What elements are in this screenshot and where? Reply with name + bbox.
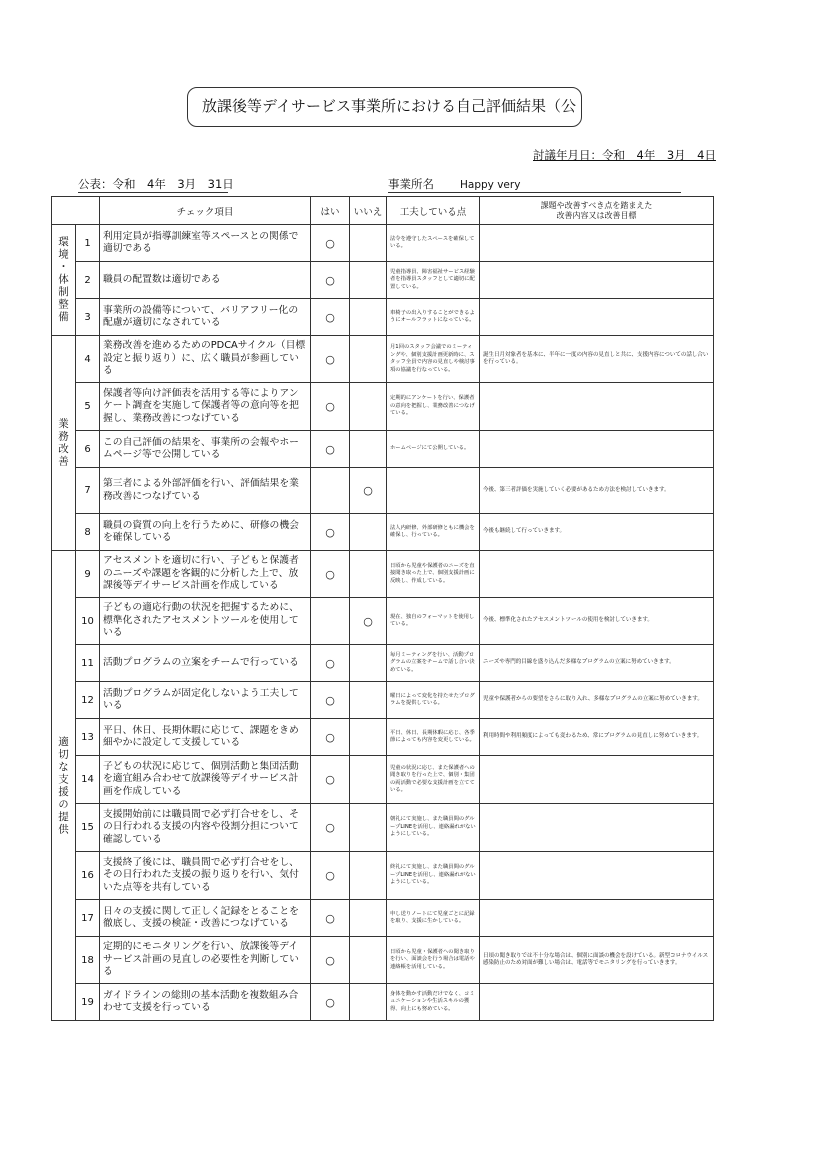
row-number: 6: [76, 431, 100, 468]
check-item: 業務改善を進めるためのPDCAサイクル（目標設定と振り返り）に、広く職員が参画している: [100, 336, 311, 383]
effort-note: 朝礼にて実施し、また職員間のグループLINEを活用し、連絡漏れがないようにしている。: [387, 804, 480, 852]
effort-note: 曜日によって変化を持たせたプログラムを提供している。: [387, 682, 480, 719]
row-number: 18: [76, 937, 100, 984]
meeting-date: 討議年月日：令和 4年 3月 4日: [533, 148, 716, 162]
table-row: [52, 900, 714, 937]
effort-note: 平日、休日、長期休暇に応じ、各季節によっても内容を変更している。: [387, 719, 480, 756]
table-row: [52, 598, 714, 645]
effort-note: ホームページにて公開している。: [387, 431, 480, 468]
row-number: 1: [76, 225, 100, 262]
yes-mark: ○: [311, 804, 350, 852]
yes-mark: ○: [311, 431, 350, 468]
table-row: [52, 719, 714, 756]
effort-note: 定期的にアンケートを行い、保護者の意向を把握し、業務改善につなげている。: [387, 383, 480, 431]
improvement-note: 今後、標準化されたアセスメントツールの使用を検討していきます。: [480, 598, 714, 645]
table-row: [52, 383, 714, 431]
yes-mark: ○: [311, 984, 350, 1021]
no-mark: [350, 551, 387, 598]
yes-mark: ○: [311, 645, 350, 682]
check-item: ガイドラインの総則の基本活動を複数組み合わせて支援を行っている: [100, 984, 311, 1021]
check-item: 定期的にモニタリングを行い、放課後等デイサービス計画の見直しの必要性を判断している: [100, 937, 311, 984]
table-row: [52, 468, 714, 514]
page-title: 放課後等デイサービス事業所における自己評価結果（公: [187, 87, 582, 127]
effort-note: 申し送りノートにて児童ごとに記録を取り、支援に生かしている。: [387, 900, 480, 937]
effort-note: 児童指導員、障害福祉サービス経験者を指導員スタッフとして適切に配置している。: [387, 262, 480, 299]
office-name-line: [388, 176, 681, 193]
table-row: [52, 984, 714, 1021]
yes-mark: ○: [311, 551, 350, 598]
row-number: 12: [76, 682, 100, 719]
check-item: 支援終了後には、職員間で必ず打合せをし、その日行われた支援の振り返りを行い、気付いた点等を共有している: [100, 852, 311, 900]
improvement-note: 利用時間や利用頻度によっても変わるため、常にプログラムの見直しに努めていきます。: [480, 719, 714, 756]
check-item: 職員の配置数は適切である: [100, 262, 311, 299]
yes-mark: ○: [311, 262, 350, 299]
effort-note: 身体を動かす活動だけでなく、コミュニケーションや生活スキルの獲得、向上にも努めている。: [387, 984, 480, 1021]
check-item: 日々の支援に関して正しく記録をとることを徹底し、支援の検証・改善につなげている: [100, 900, 311, 937]
header-improve: [480, 197, 714, 225]
yes-mark: ○: [311, 383, 350, 431]
no-mark: [350, 682, 387, 719]
improvement-note: [480, 299, 714, 336]
check-item: 活動プログラムの立案をチームで行っている: [100, 645, 311, 682]
row-number: 14: [76, 756, 100, 804]
row-number: 17: [76, 900, 100, 937]
yes-mark: ○: [311, 299, 350, 336]
check-item: 子どもの状況に応じて、個別活動と集団活動を適宜組み合わせて放課後等デイサービス計画を作成している: [100, 756, 311, 804]
improvement-note: 誕生日月対象者を基本に、半年に一度の内容の見直しと共に、支援内容についての話し合いを行っている。: [480, 336, 714, 383]
check-item: 第三者による外部評価を行い、評価結果を業務改善につなげている: [100, 468, 311, 514]
publish-date: 公表：令和 4年 3月 31日: [78, 177, 234, 191]
header-improve-line1: 課題や改善すべき点を踏まえた: [540, 200, 653, 210]
improvement-note: [480, 852, 714, 900]
check-item: 利用定員が指導訓練室等スペースとの関係で適切である: [100, 225, 311, 262]
office-label: 事業所名: [388, 177, 434, 191]
effort-note: 月1回のスタッフ会議でのミーティングや、個別支援計画更新時に、スタッフ全員で内容の見直しや検討事項の協議を行なっている。: [387, 336, 480, 383]
header-effort: 工夫している点: [387, 197, 480, 225]
row-number: 15: [76, 804, 100, 852]
office-name: Happy very: [460, 179, 521, 191]
no-mark: ○: [350, 598, 387, 645]
table-row: [52, 514, 714, 551]
improvement-note: 今後、第三者評価を実施していく必要があるため方法を検討していきます。: [480, 468, 714, 514]
improvement-note: [480, 431, 714, 468]
row-number: 19: [76, 984, 100, 1021]
table-row: [52, 225, 714, 262]
check-item: 保護者等向け評価表を活用する等によりアンケート調査を実施して保護者等の意向等を把握し、業務改善につなげている: [100, 383, 311, 431]
row-number: 10: [76, 598, 100, 645]
improvement-note: [480, 756, 714, 804]
check-item: 活動プログラムが固定化しないよう工夫している: [100, 682, 311, 719]
effort-note: 現在、独自のフォーマットを使用している。: [387, 598, 480, 645]
no-mark: [350, 937, 387, 984]
no-mark: [350, 431, 387, 468]
table-row: [52, 756, 714, 804]
table-row: [52, 551, 714, 598]
row-number: 5: [76, 383, 100, 431]
header-check-item: チェック項目: [100, 197, 311, 225]
check-item: この自己評価の結果を、事業所の会報やホームページ等で公開している: [100, 431, 311, 468]
no-mark: [350, 852, 387, 900]
improvement-note: [480, 383, 714, 431]
yes-mark: ○: [311, 514, 350, 551]
check-item: アセスメントを適切に行い、子どもと保護者のニーズや課題を客観的に分析した上で、放課後等デイサービス計画を作成している: [100, 551, 311, 598]
effort-note: 毎月ミーティングを行い、活動プログラムの立案をチームで話し合い決めている。: [387, 645, 480, 682]
improvement-note: 日頃の聞き取りでは不十分な場合は、個別に面談の機会を設けている。新型コロナウイルス感染防止のため対面が難しい場合は、電話等でモニタリングを行っていきます。: [480, 937, 714, 984]
table-row: [52, 852, 714, 900]
check-item: 職員の資質の向上を行うために、研修の機会を確保している: [100, 514, 311, 551]
improvement-note: 児童や保護者からの要望をさらに取り入れ、多様なプログラムの立案に努めていきます。: [480, 682, 714, 719]
row-number: 13: [76, 719, 100, 756]
yes-mark: [311, 598, 350, 645]
no-mark: [350, 719, 387, 756]
row-number: 8: [76, 514, 100, 551]
effort-note: 法令を遵守したスペースを確保している。: [387, 225, 480, 262]
category-label: 業務改善: [52, 336, 76, 551]
table-row: [52, 262, 714, 299]
no-mark: [350, 383, 387, 431]
improvement-note: [480, 551, 714, 598]
no-mark: ○: [350, 468, 387, 514]
yes-mark: ○: [311, 336, 350, 383]
table-row: [52, 299, 714, 336]
yes-mark: ○: [311, 937, 350, 984]
table-row: [52, 645, 714, 682]
effort-note: 児童の状況に応じ、また保護者への聞き取りを行った上で、個別・集団の両活動で必要な支援計画を立てている。: [387, 756, 480, 804]
row-number: 11: [76, 645, 100, 682]
no-mark: [350, 984, 387, 1021]
check-item: 事業所の設備等について、バリアフリー化の配慮が適切になされている: [100, 299, 311, 336]
yes-mark: ○: [311, 756, 350, 804]
yes-mark: [311, 468, 350, 514]
table-row: [52, 804, 714, 852]
yes-mark: ○: [311, 719, 350, 756]
row-number: 7: [76, 468, 100, 514]
row-number: 16: [76, 852, 100, 900]
evaluation-table: [51, 196, 714, 1021]
table-row: [52, 937, 714, 984]
category-label: 適切な支援の提供: [52, 551, 76, 1021]
header-improve-line2: 改善内容又は改善目標: [556, 210, 637, 220]
check-item: 子どもの適応行動の状況を把握するために、標準化されたアセスメントツールを使用している: [100, 598, 311, 645]
improvement-note: [480, 804, 714, 852]
header-row: [52, 197, 714, 225]
header-blank: [52, 197, 100, 225]
no-mark: [350, 756, 387, 804]
header-no: いいえ: [350, 197, 387, 225]
yes-mark: ○: [311, 852, 350, 900]
improvement-note: [480, 900, 714, 937]
improvement-note: 今後も継続して行っていきます。: [480, 514, 714, 551]
yes-mark: ○: [311, 900, 350, 937]
no-mark: [350, 299, 387, 336]
effort-note: 終礼にて実施し、また職員間のグループLINEを活用し、連絡漏れがないようにしている。: [387, 852, 480, 900]
header-yes: はい: [311, 197, 350, 225]
category-label: 環境・体制整備: [52, 225, 76, 336]
no-mark: [350, 336, 387, 383]
effort-note: [387, 468, 480, 514]
table-row: [52, 336, 714, 383]
improvement-note: [480, 225, 714, 262]
effort-note: 法人内研修、外部研修ともに機会を確保し、行っている。: [387, 514, 480, 551]
yes-mark: ○: [311, 682, 350, 719]
improvement-note: [480, 262, 714, 299]
no-mark: [350, 645, 387, 682]
check-item: 支援開始前には職員間で必ず打合せをし、その日行われる支援の内容や役割分担について確認している: [100, 804, 311, 852]
row-number: 2: [76, 262, 100, 299]
improvement-note: ニーズや専門的目線を盛り込んだ多様なプログラムの立案に努めていきます。: [480, 645, 714, 682]
no-mark: [350, 804, 387, 852]
no-mark: [350, 225, 387, 262]
row-number: 9: [76, 551, 100, 598]
effort-note: 車椅子の出入りすることができるようにオールフラットになっている。: [387, 299, 480, 336]
table-row: [52, 431, 714, 468]
effort-note: 日頃から児童や保護者のニーズを直接聞き取った上で、個別支援計画に反映し、作成している。: [387, 551, 480, 598]
row-number: 4: [76, 336, 100, 383]
yes-mark: ○: [311, 225, 350, 262]
no-mark: [350, 514, 387, 551]
check-item: 平日、休日、長期休暇に応じて、課題をきめ細やかに設定して支援している: [100, 719, 311, 756]
table-row: [52, 682, 714, 719]
row-number: 3: [76, 299, 100, 336]
no-mark: [350, 900, 387, 937]
improvement-note: [480, 984, 714, 1021]
no-mark: [350, 262, 387, 299]
effort-note: 日頃から児童・保護者への聞き取りを行い、面談会を行う場合は電話や連絡帳を活用している。: [387, 937, 480, 984]
